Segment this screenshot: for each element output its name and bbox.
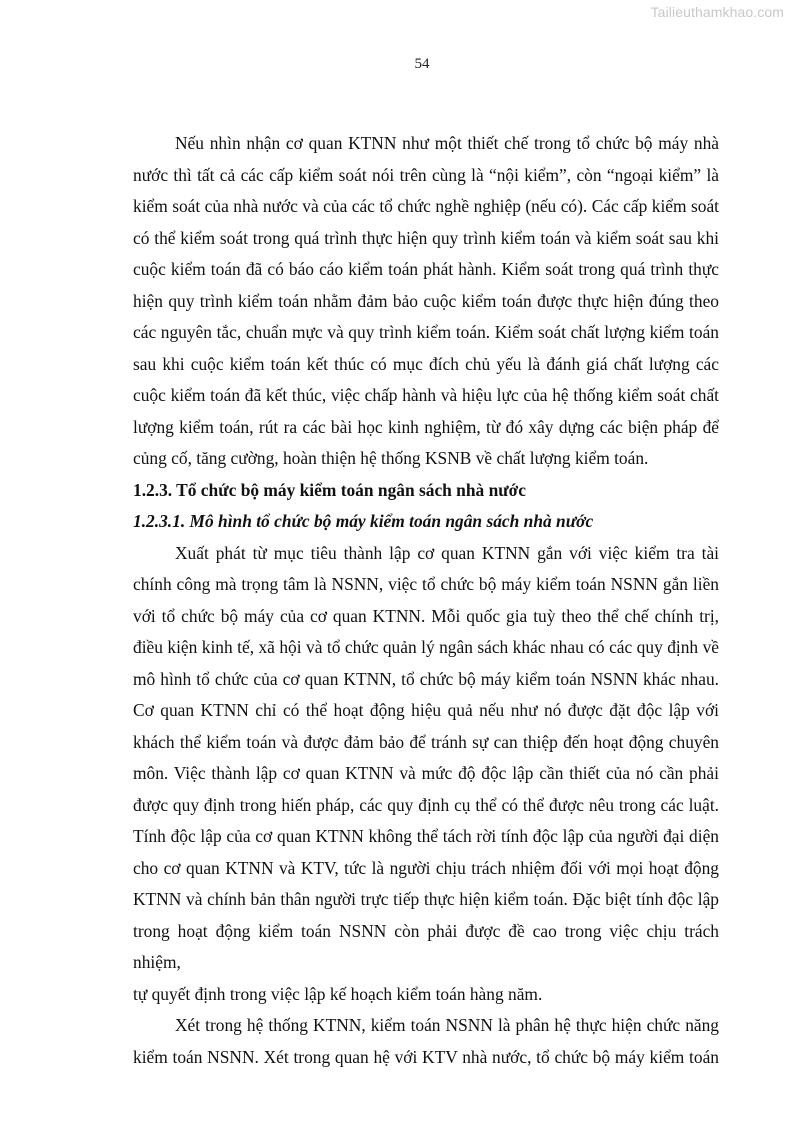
text-line: lượng kiểm toán, rút ra các bài học kinh nghiệm, từ đó xây dựng các biện pháp để <box>133 416 719 437</box>
page-number: 54 <box>414 56 430 72</box>
text-line: chính công mà trọng tâm là NSNN, việc tổ chức bộ máy kiểm toán NSNN gắn liền <box>133 574 719 594</box>
text-line: Xét trong hệ thống KTNN, kiểm toán NSNN là phân hệ thực hiện chức năng <box>175 1015 719 1035</box>
document-body <box>133 128 719 1073</box>
text-line: khách thể kiểm toán và được đảm bảo để tránh sự can thiệp đến hoạt động chuyên <box>133 731 719 752</box>
text-line: với tổ chức bộ máy của cơ quan KTNN. Mỗi quốc gia tuỳ theo thể chế chính trị, <box>133 605 719 626</box>
text-line: điều kiện kinh tế, xã hội và tổ chức quản lý ngân sách khác nhau có các quy định về <box>133 637 719 657</box>
text-line: củng cố, tăng cường, hoàn thiện hệ thống KSNB về chất lượng kiểm toán. <box>133 448 649 468</box>
text-line: các nguyên tắc, chuẩn mực và quy trình kiểm toán. Kiểm soát chất lượng kiểm toán <box>133 322 719 342</box>
text-line: môn. Việc thành lập cơ quan KTNN và mức độ độc lập cần thiết của nó cần phải <box>133 763 719 783</box>
text-line: Cơ quan KTNN chỉ có thể hoạt động hiệu quả nếu như nó được đặt độc lập với <box>133 700 719 720</box>
text-line: mô hình tổ chức của cơ quan KTNN, tổ chức bộ máy kiểm toán NSNN khác nhau. <box>133 668 719 689</box>
section-heading: 1.2.3. Tổ chức bộ máy kiểm toán ngân sách nhà nước <box>133 479 527 500</box>
paragraph-3 <box>133 1010 719 1073</box>
paragraph-2 <box>133 538 719 1011</box>
text-line: được quy định trong hiến pháp, các quy định cụ thể có thể được nêu trong các luật. <box>133 794 719 815</box>
text-line: nước thì tất cả các cấp kiểm soát nói trên cùng là “nội kiểm”, còn “ngoại kiểm” là <box>133 164 719 185</box>
text-line: cho cơ quan KTNN và KTV, tức là người chịu trách nhiệm đối với mọi hoạt động <box>133 857 719 878</box>
text-line: cuộc kiểm toán đã kết thúc, việc chấp hành và hiệu lực của hệ thống kiểm soát chất <box>133 385 719 405</box>
watermark: Tailieuthamkhao.com <box>650 4 784 20</box>
text-line: có thể kiểm soát trong quá trình thực hiện quy trình kiểm toán và kiểm soát sau khi <box>133 227 719 248</box>
text-line: Tính độc lập của cơ quan KTNN không thể tách rời tính độc lập của người đại diện <box>133 826 719 846</box>
text-line: Xuất phát từ mục tiêu thành lập cơ quan KTNN gắn với việc kiểm tra tài <box>175 542 719 563</box>
text-line: hiện quy trình kiểm toán nhằm đảm bảo cuộc kiểm toán được thực hiện đúng theo <box>133 290 719 311</box>
text-line: sau khi cuộc kiểm toán kết thúc có mục đích chủ yếu là đánh giá chất lượng các <box>133 353 719 374</box>
text-line: Nếu nhìn nhận cơ quan KTNN như một thiết chế trong tổ chức bộ máy nhà <box>175 133 719 153</box>
text-line: KTNN và chính bản thân người trực tiếp thực hiện kiểm toán. Đặc biệt tính độc lập <box>133 889 719 909</box>
paragraph-1 <box>133 128 719 475</box>
text-line: trong hoạt động kiểm toán NSNN còn phải được đề cao trong việc chịu trách nhiệm, <box>133 920 719 972</box>
text-line: tự quyết định trong việc lập kế hoạch kiểm toán hàng năm. <box>133 983 543 1004</box>
text-line: cuộc kiểm toán đã có báo cáo kiểm toán phát hành. Kiểm soát trong quá trình thực <box>133 259 719 279</box>
text-line: kiểm soát của nhà nước và của các tổ chức nghề nghiệp (nếu có). Các cấp kiểm soát <box>133 196 719 216</box>
subsection-heading: 1.2.3.1. Mô hình tổ chức bộ máy kiểm toán ngân sách nhà nước <box>133 511 594 531</box>
text-line: kiểm toán NSNN. Xét trong quan hệ với KTV nhà nước, tổ chức bộ máy kiểm toán <box>133 1046 719 1067</box>
